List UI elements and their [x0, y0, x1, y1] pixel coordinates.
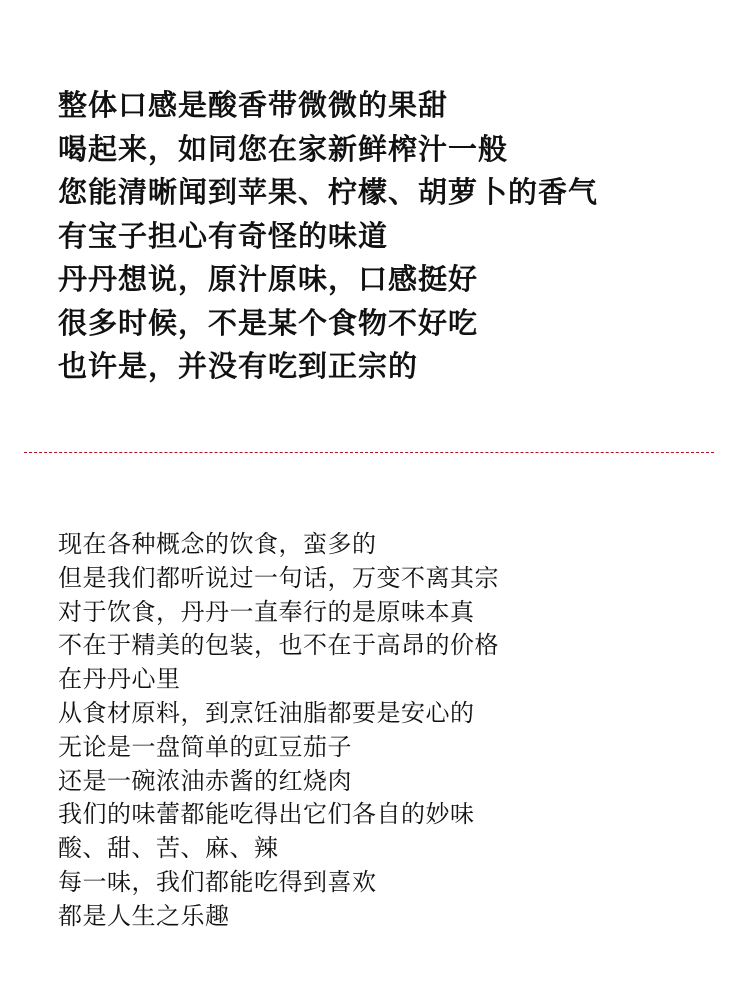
text-line: 喝起来，如同您在家新鲜榨汁一般	[58, 131, 509, 166]
text-line: 有宝子担心有奇怪的味道	[58, 218, 389, 253]
text-line: 现在各种概念的饮食，蛮多的	[58, 530, 377, 558]
text-line: 您能清晰闻到苹果、柠檬、胡萝卜的香气	[58, 175, 599, 209]
text-line: 都是人生之乐趣	[58, 901, 230, 930]
dashed-divider	[24, 452, 714, 453]
text-line: 从食材原料，到烹饪油脂都要是安心的	[58, 698, 475, 727]
text-line: 还是一碗浓油赤酱的红烧肉	[58, 766, 352, 795]
text-line: 对于饮食，丹丹一直奉行的是原味本真	[58, 597, 475, 626]
text-line: 我们的味蕾都能吃得出它们各自的妙味	[58, 800, 475, 829]
text-line: 在丹丹心里	[58, 665, 181, 694]
text-line: 丹丹想说，原汁原味，口感挺好	[58, 262, 479, 296]
text-line: 也许是，并没有吃到正宗的	[58, 349, 419, 383]
text-line: 整体口感是酸香带微微的果甜	[58, 88, 449, 122]
text-line: 每一味，我们都能吃得到喜欢	[58, 867, 377, 896]
regular-text-section	[58, 528, 738, 934]
text-line: 很多时候，不是某个食物不好吃	[58, 305, 479, 340]
text-line: 不在于精美的包装，也不在于高昂的价格	[58, 631, 499, 660]
text-line: 但是我们都听说过一句话，万变不离其宗	[58, 563, 499, 592]
text-line: 酸、甜、苦、麻、辣	[58, 834, 279, 863]
text-line: 无论是一盘简单的豇豆茄子	[58, 732, 352, 761]
bold-text-section	[58, 84, 738, 389]
